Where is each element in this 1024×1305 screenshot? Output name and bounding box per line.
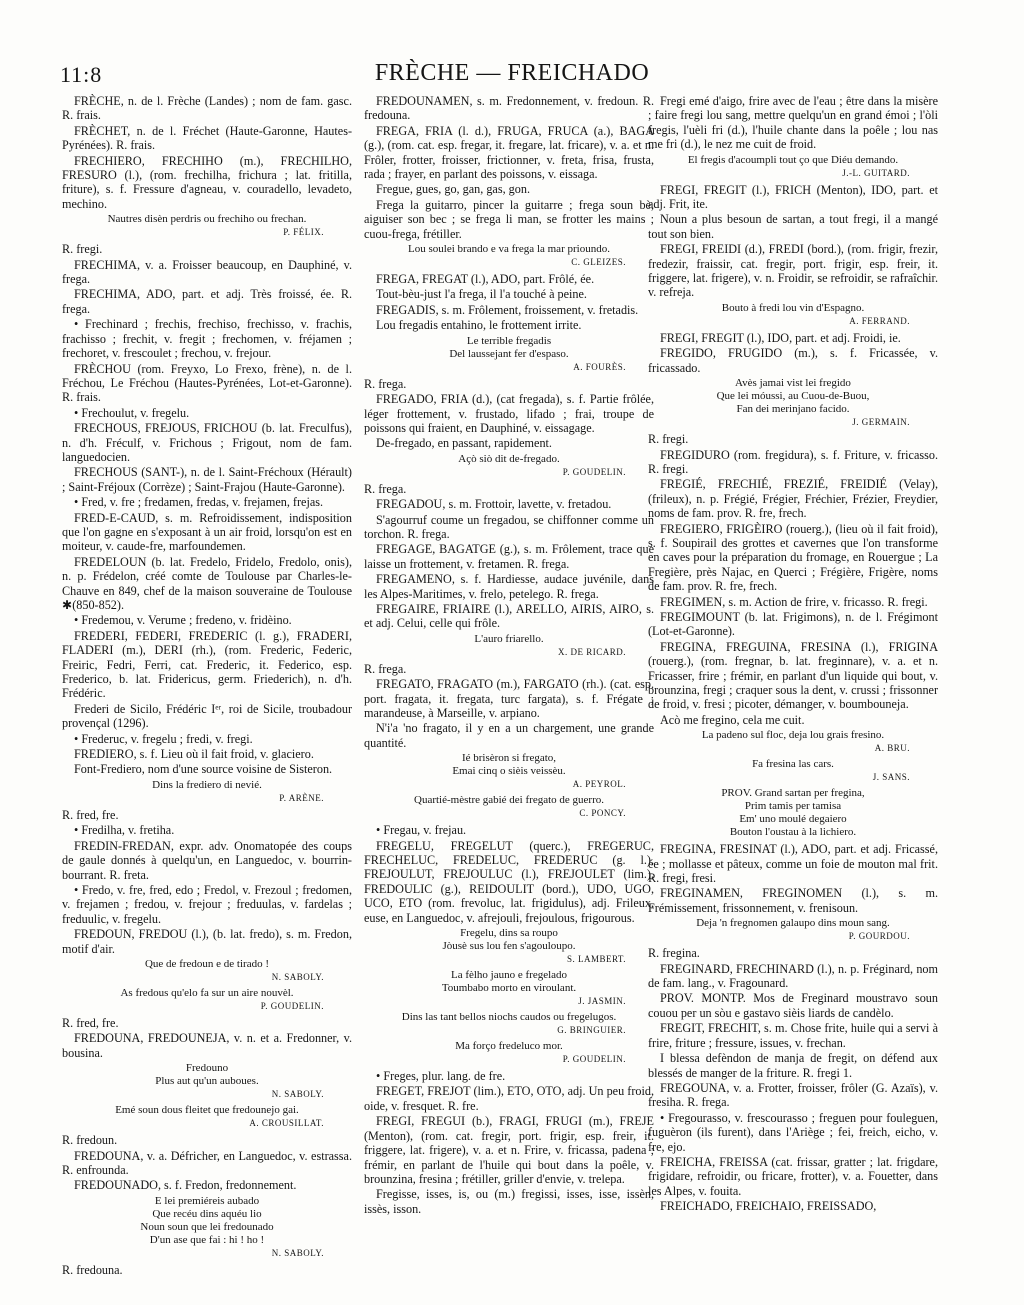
quote-line: Plus aut qu'un auboues. [155, 1075, 259, 1088]
page-header [0, 60, 1024, 88]
quotation [648, 154, 938, 180]
dictionary-entry: FREGAIRE, FRIAIRE (l.), ARELLO, AIRIS, AIRO, s. et adj. Celui, celle qui frôle. [364, 601, 654, 631]
quote-author: P. GOUDELIN. [260, 1000, 324, 1011]
quote-line: Açò siò dit de-fregado. [458, 452, 560, 465]
quote-line: Quartié-mèstre gabié dei fregato de guerro. [414, 794, 604, 807]
dictionary-entry: FREGINA, FRESINAT (l.), ADO, part. et adj. Fricassé, ée ; mollasse et pâteux, comme un foie de mouton mal frit. R. fregi, fresi. [648, 842, 938, 886]
quote-line: La padeno sul floc, deja lou grais fresino. [701, 729, 885, 742]
dictionary-entry: • Frechoulut, v. fregelu. [74, 405, 190, 420]
quotation [62, 1195, 352, 1260]
dictionary-entry: FRECHIERO, FRECHIHO (m.), FRECHILHO, FRESURO (l.), (rom. frechilha, frichura ; lat. fritilla, friture), s. f. Fressure d'agneau, v. couradello, levadeto, mechino. [62, 153, 352, 211]
quotation [648, 787, 938, 839]
quote-line: Emai cinq o sièis veissèu. [452, 765, 566, 778]
dictionary-entry: FRECHIMA, ADO, part. et adj. Très froissé, ée. R. frega. [62, 287, 352, 316]
dictionary-entry: Fregue, gues, go, gan, gas, gon. [376, 182, 531, 197]
quote-author: G. BRINGUIER. [557, 1025, 626, 1036]
page-number: 11:8 [60, 62, 103, 87]
dictionary-entry: FREGI, FREGIT (l.), FRICH (Menton), IDO, part. et adj. Frit, ite. [648, 182, 938, 212]
dictionary-entry: FREGATO, FRAGATO (m.), FARGATO (rh.). (cat. esp. port. fragata, it. fregata, turc fargata), s. f. Frégate ; marandeuse, à Marseille, v. arpiano. [364, 677, 654, 720]
quote-line: Dins la frediero di nevié. [152, 778, 262, 791]
dictionary-entry: FREGA, FREGAT (l.), ADO, part. Frôlé, ée. [376, 272, 595, 287]
dictionary-entry: Lou fregadis entahino, le frottement irrite. [376, 318, 582, 333]
dictionary-entry: FREGADIS, s. m. Frôlement, froissement, v. fretadis. [376, 302, 639, 317]
dictionary-entry: Font-Frediero, nom d'une source voisine de Sisteron. [74, 762, 333, 777]
quote-line: La fèlho jauno e fregelado [450, 969, 568, 982]
quote-author: A. FERRAND. [849, 315, 910, 326]
quote-line: Dins las tant bellos niochs caudos ou fregelugos. [401, 1011, 617, 1024]
quote-line: Ma forço fredeluco mor. [455, 1040, 563, 1053]
reference-line: R. fredouna. [62, 1262, 123, 1277]
quote-line: Fregelu, dins sa roupo [460, 927, 558, 940]
dictionary-entry: FREICHA, FREISSA (cat. frissar, gratter ; lat. frigdare, frigidare, refroidir, ou fricare, frotter), v. a. Fouetter, dans les Alpes, v. fouita. [648, 1154, 938, 1198]
dictionary-entry: FRÈCHE, n. de l. Frèche (Landes) ; nom de fam. gasc. R. frais. [62, 94, 352, 123]
quotation [364, 453, 654, 479]
quote-line: Deja 'n fregnomen galaupo dins moun sang. [696, 917, 890, 930]
dictionary-entry: FREGA, FRIA (l. d.), FRUGA, FRUCA (a.), BAGA (g.), (rom. cat. esp. fregar, it. fregare, lat. fricare), v. a. et n. Frôler, frotter, froisser, frictionner, v. freta, frisa, frusta, rada ; frayer, en parlant des poissons, v. eissaga. [364, 123, 654, 182]
dictionary-entry: FRED-E-CAUD, s. m. Refroidissement, indisposition que l'on gagne en s'exposant à un air froid, lorsqu'on est en moiteur, v. caude-fre, marfoundemen. [62, 510, 352, 554]
dictionary-entry: • Fregourasso, v. frescourasso ; freguen pour fouleguen, fuguèron (ils furent), dans l'Ariège ; fei, freich, eicho, v. fre, ejo. [648, 1110, 938, 1154]
quote-line: Em' uno moulé degaiero [739, 813, 847, 826]
quote-author: A. PEYROL. [572, 779, 626, 790]
dictionary-entry: FREGINAMEN, FREGINOMEN (l.), s. m. Frémissement, frissonnement, v. frenisoun. [648, 886, 938, 915]
quote-author: A. CROUSILLAT. [249, 1118, 324, 1129]
quote-author: P. FÉLIX. [283, 227, 324, 238]
quotation [648, 917, 938, 943]
quotation [364, 752, 654, 791]
reference-line: R. frega. [364, 376, 407, 391]
dictionary-entry: FREDOUNA, v. a. Défricher, en Languedoc, v. estrassa. R. enfrounda. [62, 1148, 352, 1177]
dictionary-entry: Frederi de Sicilo, Frédéric Iᵉʳ, roi de Sicile, troubadour provençal (1296). [62, 701, 352, 731]
quotation [62, 958, 352, 984]
quote-line: Del laussejant fer d'espaso. [449, 347, 569, 360]
quote-line: Ié brisèron si fregato, [461, 752, 557, 765]
reference-line: R. fregi. [62, 242, 103, 257]
reference-line: R. fregi. [648, 432, 689, 447]
dictionary-entry: FREGOUNA, v. a. Frotter, froisser, frôler (G. Azaïs), v. fresiha. R. frega. [648, 1080, 938, 1110]
dictionary-entry: Tout-bèu-just l'a frega, il l'a touché à peine. [376, 287, 587, 302]
quotation [364, 633, 654, 659]
quotation [364, 927, 654, 966]
dictionary-entry: • Freges, plur. lang. de fre. [376, 1069, 506, 1084]
dictionary-entry: FREGADO, FRIA (d.), (cat fregada), s. f. Partie frôlée, léger frottement, v. frustado, lifado ; frai, troupe de poissons qui fraient, en Dauphiné, v. eissagage. [364, 392, 654, 435]
quote-line: Emé soun dous fleitet que fredounejo gai. [115, 1104, 299, 1117]
quote-line: Fa fresina las cars. [752, 758, 834, 771]
page-title: FRÈCHE — FREICHADO [374, 60, 650, 86]
dictionary-entry: FREDERI, FEDERI, FREDERIC (l. g.), FRADERI, FLADERI (m.), DERI (rh.), (rom. Frederic, Federic, Freiric, Fedri, Ferri, cat. Frederic, it. Federico, esp. Frederico, b. lat. Fridericus, germ. Friederich), n. d'h. Frédéric. [62, 628, 352, 701]
dictionary-entry: FREGI, FREGIT (l.), IDO, part. et adj. Froidi, ie. [660, 330, 901, 345]
dictionary-entry: • Frechinard ; frechis, frechiso, frechisso, v. frachis, frachisso ; frechit, v. fregit ; frechomen, v. fréjamen ; frechoret, v. frescoulet ; frechou, v. frejour. [62, 317, 352, 361]
dictionary-entry: FREICHADO, FREICHAIO, FREISSADO, [660, 1199, 877, 1214]
quote-author: J. SANS. [872, 772, 910, 783]
quote-line: L'auro friarello. [474, 632, 544, 645]
quote-author: X. DE RICARD. [557, 646, 626, 657]
quote-author: P. ARÈNE. [279, 792, 324, 803]
quotation [648, 758, 938, 784]
quote-author: N. SABOLY. [271, 971, 324, 982]
dictionary-entry: • Fredo, v. fre, fred, edo ; Fredol, v. Frezoul ; fredomen, v. frejamen ; fredou, v. frejour ; freduulas, v. fardelas ; freduulic, v. fregelu. [62, 882, 352, 926]
quote-line: E lei premiéreis aubado [154, 1194, 260, 1207]
dictionary-entry: De-fregado, en passant, rapidement. [376, 436, 552, 451]
dictionary-entry: FREGINARD, FRECHINARD (l.), n. p. Fréginard, nom de fam. lang., v. Fragounard. [648, 961, 938, 991]
quote-line: Que recéu dins aquéu lio [152, 1207, 262, 1220]
dictionary-entry: PROV. MONTP. Mos de Freginard moustravo soun couou per un sòu e gastavo sièis liards de candèlo. [648, 991, 938, 1020]
quote-line: Bouto à fredi lou vin d'Espagno. [721, 301, 865, 314]
dictionary-entry: FREDIERO, s. f. Lieu où il fait froid, v. glaciero. [74, 747, 314, 762]
dictionary-entry: Fregisse, isses, is, ou (m.) fregissi, isses, isse, issèn, issès, isson. [364, 1187, 654, 1216]
reference-line: R. frega. [364, 661, 407, 676]
dictionary-entry: FREGET, FREJOT (lim.), ETO, OTO, adj. Un peu froid, oide, v. fresquet. R. fre. [364, 1084, 654, 1113]
quote-line: Bouton l'oustau à la lichiero. [729, 826, 857, 839]
quote-author: N. SABOLY. [271, 1089, 324, 1100]
quotation [364, 794, 654, 820]
quote-line: Que lei móussi, au Cuou-de-Buou, [716, 390, 870, 403]
dictionary-entry: Frega la guitarro, pincer la guitarre ; frega soun bè, aiguiser son bec ; se frega li man, se frotter les mains ; cuou-frega, frétiller. [364, 197, 654, 241]
quote-line: El fregis d'acoumpli tout ço que Diéu demando. [687, 153, 899, 166]
quote-line: D'un ase que fai : hi ! ho ! [149, 1233, 265, 1246]
quote-author: N. SABOLY. [271, 1247, 324, 1258]
quote-line: Lou soulei brando e va frega la mar prioundo. [408, 243, 610, 256]
dictionary-entry: FREGIMEN, s. m. Action de frire, v. fricasso. R. fregi. [660, 594, 928, 609]
dictionary-entry: • Fredilha, v. fretiha. [74, 823, 175, 838]
dictionary-entry: FREGELU, FREGELUT (querc.), FREGERUC, FRECHELUC, FREDELUC, FREDERUC (g. l.), FREJOULUT, FREJOULUC (l.), FREJOULET (lim.), FREDOULIC (g.), REIDOULIT (bord.), UDO, UGO, UCO, ETO (rom. frevoluc, lat. frigidulus), adj. Frileux, euse, en Languedoc, v. afrejouli, frejoulous, frigourous. [364, 838, 654, 925]
quote-author: C. PONCY. [579, 808, 626, 819]
column-right [648, 94, 938, 1215]
dictionary-entry: FRECHIMA, v. a. Froisser beaucoup, en Dauphiné, v. frega. [62, 257, 352, 287]
quotation [364, 1011, 654, 1037]
column-left [62, 94, 352, 1278]
dictionary-entry: FRECHOUS (SANT-), n. de l. Saint-Fréchoux (Hérault) ; Saint-Fréjoux (Corrèze) ; Saint-Frajou (Haute-Garonne). [62, 465, 352, 494]
quote-line: Jòusè sus lou fen s'agouloupo. [442, 940, 576, 953]
dictionary-entry: FREGI, FREGUI (b.), FRAGI, FRUGI (m.), FREJE (Menton), (rom. cat. fregir, port. frigir, esp. freir, it. friggere, lat. frigere), v. a. et n. Frire, v. fricassa, padena ; frémir, en parlant de l'huile qui bout dans la poêle, v. brounzina, fresina ; frétiller, griller d'envie, v. trelepa. [364, 1114, 654, 1186]
dictionary-entry: I blessa defèndon de manja de fregit, on défend aux blessés de manger de la friture. R. fregi 1. [648, 1051, 938, 1080]
dictionary-entry: Noun a plus besoun de sartan, a tout fregi, il a mangé tout son bien. [648, 212, 938, 241]
dictionary-entry: FREGIÉ, FRECHIÉ, FREZIÉ, FREIDIÉ (Velay), (frileux), n. p. Frégié, Frégier, Fréchier, Frézier, Freydier, noms de fam. prov. R. fre, frech. [648, 477, 938, 521]
quotation [62, 987, 352, 1013]
dictionary-entry: FREGI, FREIDI (d.), FREDI (bord.), (rom. frigir, frezir, fredezir, fraissir, cat. fregir, port. frigir, esp. freir, it. friggere, lat. frigere), v. n. Froidir, se refroidir, se rafraîchir. v. refreja. [648, 242, 938, 300]
quote-line: Fan dei merinjano facido. [736, 403, 850, 416]
quote-line: Noun soun que lei fredounado [140, 1220, 274, 1233]
dictionary-entry: FREDIN-FREDAN, expr. adv. Onomatopée des coups de gaule donnés à quelqu'un, en Languedoc, v. bourrin-bourrant. R. freta. [62, 838, 352, 882]
quotation [648, 377, 938, 429]
quote-author: J. GERMAIN. [852, 417, 910, 428]
dictionary-entry: FREGAMENO, s. f. Hardiesse, audace juvénile, dans les Alpes-Maritimes, v. frelo, petelego. R. frega. [364, 572, 654, 601]
quotation [364, 1040, 654, 1066]
dictionary-entry: FREGADOU, s. m. Frottoir, lavette, v. fretadou. [376, 497, 612, 512]
quote-line: Prim tamis per tamisa [744, 800, 842, 813]
dictionary-entry: FREDOUNAMEN, s. m. Fredonnement, v. fredoun. R. fredouna. [364, 94, 654, 123]
quote-author: P. GOUDELIN. [562, 1054, 626, 1065]
dictionary-entry: FREGAGE, BAGATGE (g.), s. m. Frôlement, trace que laisse un frottement, v. fretamen. R. frega. [364, 542, 654, 571]
quote-line: Avès jamai vist lei fregido [735, 377, 851, 390]
dictionary-entry: FRÈCHOU (rom. Freyxo, Lo Frexo, frène), n. de l. Fréchou, Le Fréchou (Hautes-Pyrénées, Lot-et-Garonne). R. frais. [62, 361, 352, 405]
quote-line: As fredous qu'elo fa sur un aire nouvèl. [120, 986, 294, 999]
dictionary-entry: • Fregau, v. frejau. [376, 823, 467, 838]
dictionary-entry: FREGIDO, FRUGIDO (m.), s. f. Fricassée, v. fricassado. [648, 346, 938, 375]
dictionary-entry: FREDOUN, FREDOU (l.), (b. lat. fredo), s. m. Fredon, motif d'air. [62, 927, 352, 956]
quote-line: PROV. Grand sartan per fregina, [721, 787, 865, 800]
quote-author: S. LAMBERT. [566, 954, 626, 965]
dictionary-entry: N'i'a 'no fragato, il y en a un chargement, une grande quantité. [364, 721, 654, 750]
reference-line: R. frega. [364, 481, 407, 496]
dictionary-entry: Fregi emé d'aigo, frire avec de l'eau ; être dans la misère ; faire fregi lou sang, mettre quelqu'un en grand émoi ; l'òli fregis, l'uèli fri (d.), l'huile chante dans la poêle ; lou nas me fri (d.), le nez me cuit de froid. [648, 94, 938, 152]
dictionary-entry: FRÈCHET, n. de l. Fréchet (Haute-Garonne, Hautes-Pyrénées). R. frais. [62, 123, 352, 153]
dictionary-entry: FREDOUNADO, s. f. Fredon, fredonnement. [74, 1178, 297, 1193]
dictionary-entry: FREGIT, FRECHIT, s. m. Chose frite, huile qui a servi à frire, friture ; fressure, issues, v. frechan. [648, 1021, 938, 1050]
reference-line: R. fred, fre. [62, 807, 119, 822]
quote-line: Toumbabo morto en viroulant. [441, 982, 577, 995]
quote-line: Nautres disèn perdris ou frechiho ou frechan. [107, 213, 307, 226]
reference-line: R. fred, fre. [62, 1015, 119, 1030]
dictionary-entry: S'agourruf coume un fregadou, se chiffonner comme un torchon. R. frega. [364, 512, 654, 541]
quote-author: C. GLEIZES. [571, 257, 626, 268]
quotation [648, 729, 938, 755]
dictionary-entry: • Frederuc, v. fregelu ; fredi, v. fregi. [74, 731, 253, 746]
quote-author: P. GOUDELIN. [562, 466, 626, 477]
quotation [648, 302, 938, 328]
quotation [62, 1104, 352, 1130]
reference-line: R. fredoun. [62, 1133, 118, 1148]
quote-author: P. GOURDOU. [848, 931, 910, 942]
quotation [62, 1062, 352, 1101]
quotation [364, 335, 654, 374]
quotation [364, 243, 654, 269]
dictionary-entry: FREGIERO, FRIGÈIRO (rouerg.), (lieu où il fait froid), s. f. Soupirail des grottes et cavernes que l'on transforme en caves pour la préparation du fromage, en Rouergue ; La Fregière, près Najac, en Querci ; Frégière, Frigère, noms de fam. prov. R. fre, frech. [648, 521, 938, 594]
dictionary-entry: Acò me fregino, cela me cuit. [660, 712, 805, 727]
dictionary-entry: • Fredemou, v. Verume ; fredeno, v. fridèino. [74, 613, 292, 628]
quotation [364, 969, 654, 1008]
dictionary-entry: FREGIMOUNT (b. lat. Frigimons), n. de l. Frégimont (Lot-et-Garonne). [648, 609, 938, 639]
reference-line: R. fregina. [648, 946, 700, 961]
quote-author: J. JASMIN. [578, 996, 626, 1007]
quote-line: Fredouno [185, 1062, 229, 1075]
quote-line: Le terrible fregadis [466, 334, 552, 347]
dictionary-entry: • Fred, v. fre ; fredamen, fredas, v. frejamen, frejas. [74, 495, 324, 510]
dictionary-entry: FREDOUNA, FREDOUNEJA, v. n. et a. Fredonner, v. bousina. [62, 1031, 352, 1060]
quotation [62, 213, 352, 239]
column-middle [364, 94, 654, 1217]
quote-author: A. BRU. [874, 743, 910, 754]
dictionary-entry: FREGIDURO (rom. fregidura), s. f. Friture, v. fricasso. R. fregi. [648, 447, 938, 476]
quotation [62, 779, 352, 805]
dictionary-entry: FREDELOUN (b. lat. Fredelo, Fridelo, Fredolo, onis), n. p. Frédelon, créé comte de Toulouse par Charles-le-Chauve en 849, chef de la maison souveraine de Toulouse ✱(850-852). [62, 554, 352, 612]
quote-line: Que de fredoun e de tirado ! [144, 957, 269, 970]
dictionary-entry: FRECHOUS, FREJOUS, FRICHOU (b. lat. Freculfus), n. d'h. Fréculf, v. Frichous ; Frigout, nom de fam. languedocien. [62, 421, 352, 464]
quote-author: A. FOURÈS. [573, 361, 626, 372]
quote-author: J.-L. GUITARD. [842, 167, 910, 178]
dictionary-entry: FREGINA, FREGUINA, FRESINA (l.), FRIGINA (rouerg.), (rom. fregnar, b. lat. freginnare), v. a. et n. Fricasser, frire ; frémir, en parlant d'un liquide qui bout, v. brounzina, fregi ; craquer sous la dent, v. crussi ; frissonner de froid, v. fresi ; picoter, démanger, v. boumbouneja. [648, 639, 938, 712]
